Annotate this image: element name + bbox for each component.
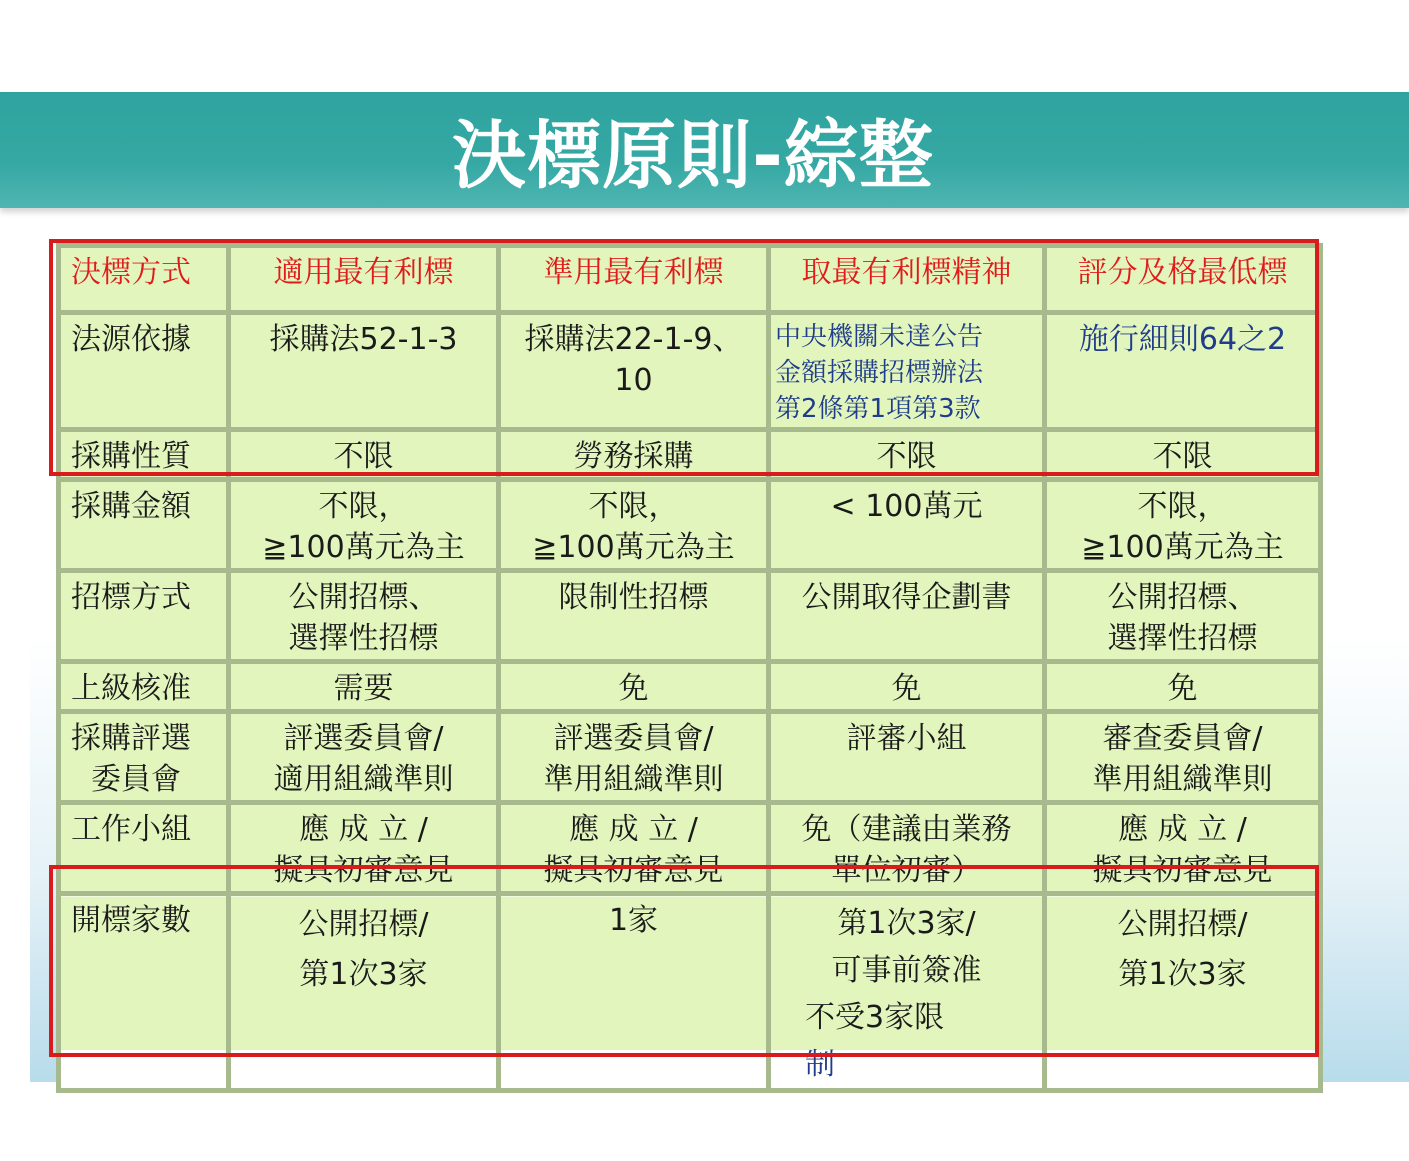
table-cell: 免 (499, 662, 769, 712)
table-cell: < 100萬元 (769, 480, 1045, 571)
table-row (59, 662, 1321, 712)
header-cell: 評分及格最低標 (1045, 246, 1321, 313)
table-cell: 採購法22-1-9、 10 (499, 313, 769, 430)
row-label: 工作小組 (59, 803, 229, 894)
table-cell: 公開招標/ 第1次3家 (1045, 894, 1321, 1091)
table-cell: 1家 (499, 894, 769, 1091)
table-row (59, 571, 1321, 662)
table-row (59, 712, 1321, 803)
table-row (59, 480, 1321, 571)
table-row (59, 313, 1321, 430)
table-cell: 不限， ≧100萬元為主 (499, 480, 769, 571)
table-row (59, 430, 1321, 480)
table-cell: 不限 (769, 430, 1045, 480)
table-cell: 免 (769, 662, 1045, 712)
table-cell: 評選委員會/ 準用組織準則 (499, 712, 769, 803)
row-label: 法源依據 (59, 313, 229, 430)
header-cell: 適用最有利標 (229, 246, 499, 313)
row-label: 採購金額 (59, 480, 229, 571)
table-cell: 應 成 立 / 擬具初審意見 (229, 803, 499, 894)
table-cell: 公開招標/ 第1次3家 (229, 894, 499, 1091)
table-cell: 應 成 立 / 擬具初審意見 (499, 803, 769, 894)
table-cell: 勞務採購 (499, 430, 769, 480)
header-cell: 取最有利標精神 (769, 246, 1045, 313)
row-label: 採購性質 (59, 430, 229, 480)
table-cell: 審查委員會/ 準用組織準則 (1045, 712, 1321, 803)
table-cell: 不限， ≧100萬元為主 (229, 480, 499, 571)
table-cell: 採購法52-1-3 (229, 313, 499, 430)
table-cell: 中央機關未達公告 金額採購招標辦法 第2條第1項第3款 (769, 313, 1045, 430)
table-cell: 施行細則64之2 (1045, 313, 1321, 430)
table-row (59, 894, 1321, 1091)
table-cell: 第1次3家/ 可事前簽准 不受3家限 制 (769, 894, 1045, 1091)
row-label: 上級核准 (59, 662, 229, 712)
row-label: 招標方式 (59, 571, 229, 662)
table-cell: 免（建議由業務 單位初審） (769, 803, 1045, 894)
award-principles-table (56, 243, 1323, 1093)
table-cell: 公開取得企劃書 (769, 571, 1045, 662)
row-label: 採購評選 委員會 (59, 712, 229, 803)
table-cell: 需要 (229, 662, 499, 712)
header-row (59, 246, 1321, 313)
header-cell: 決標方式 (59, 246, 229, 313)
table-cell: 公開招標、 選擇性招標 (1045, 571, 1321, 662)
table-cell: 公開招標、 選擇性招標 (229, 571, 499, 662)
slide-title: 決標原則-綜整 (452, 113, 934, 199)
table-cell: 評選委員會/ 適用組織準則 (229, 712, 499, 803)
table-cell: 評審小組 (769, 712, 1045, 803)
header-cell: 準用最有利標 (499, 246, 769, 313)
table-cell: 不限， ≧100萬元為主 (1045, 480, 1321, 571)
table-cell: 不限 (229, 430, 499, 480)
table-cell: 應 成 立 / 擬具初審意見 (1045, 803, 1321, 894)
row-label: 開標家數 (59, 894, 229, 1091)
title-band (0, 92, 1409, 208)
table-cell: 不限 (1045, 430, 1321, 480)
table-cell: 限制性招標 (499, 571, 769, 662)
table-row (59, 803, 1321, 894)
table-cell: 免 (1045, 662, 1321, 712)
